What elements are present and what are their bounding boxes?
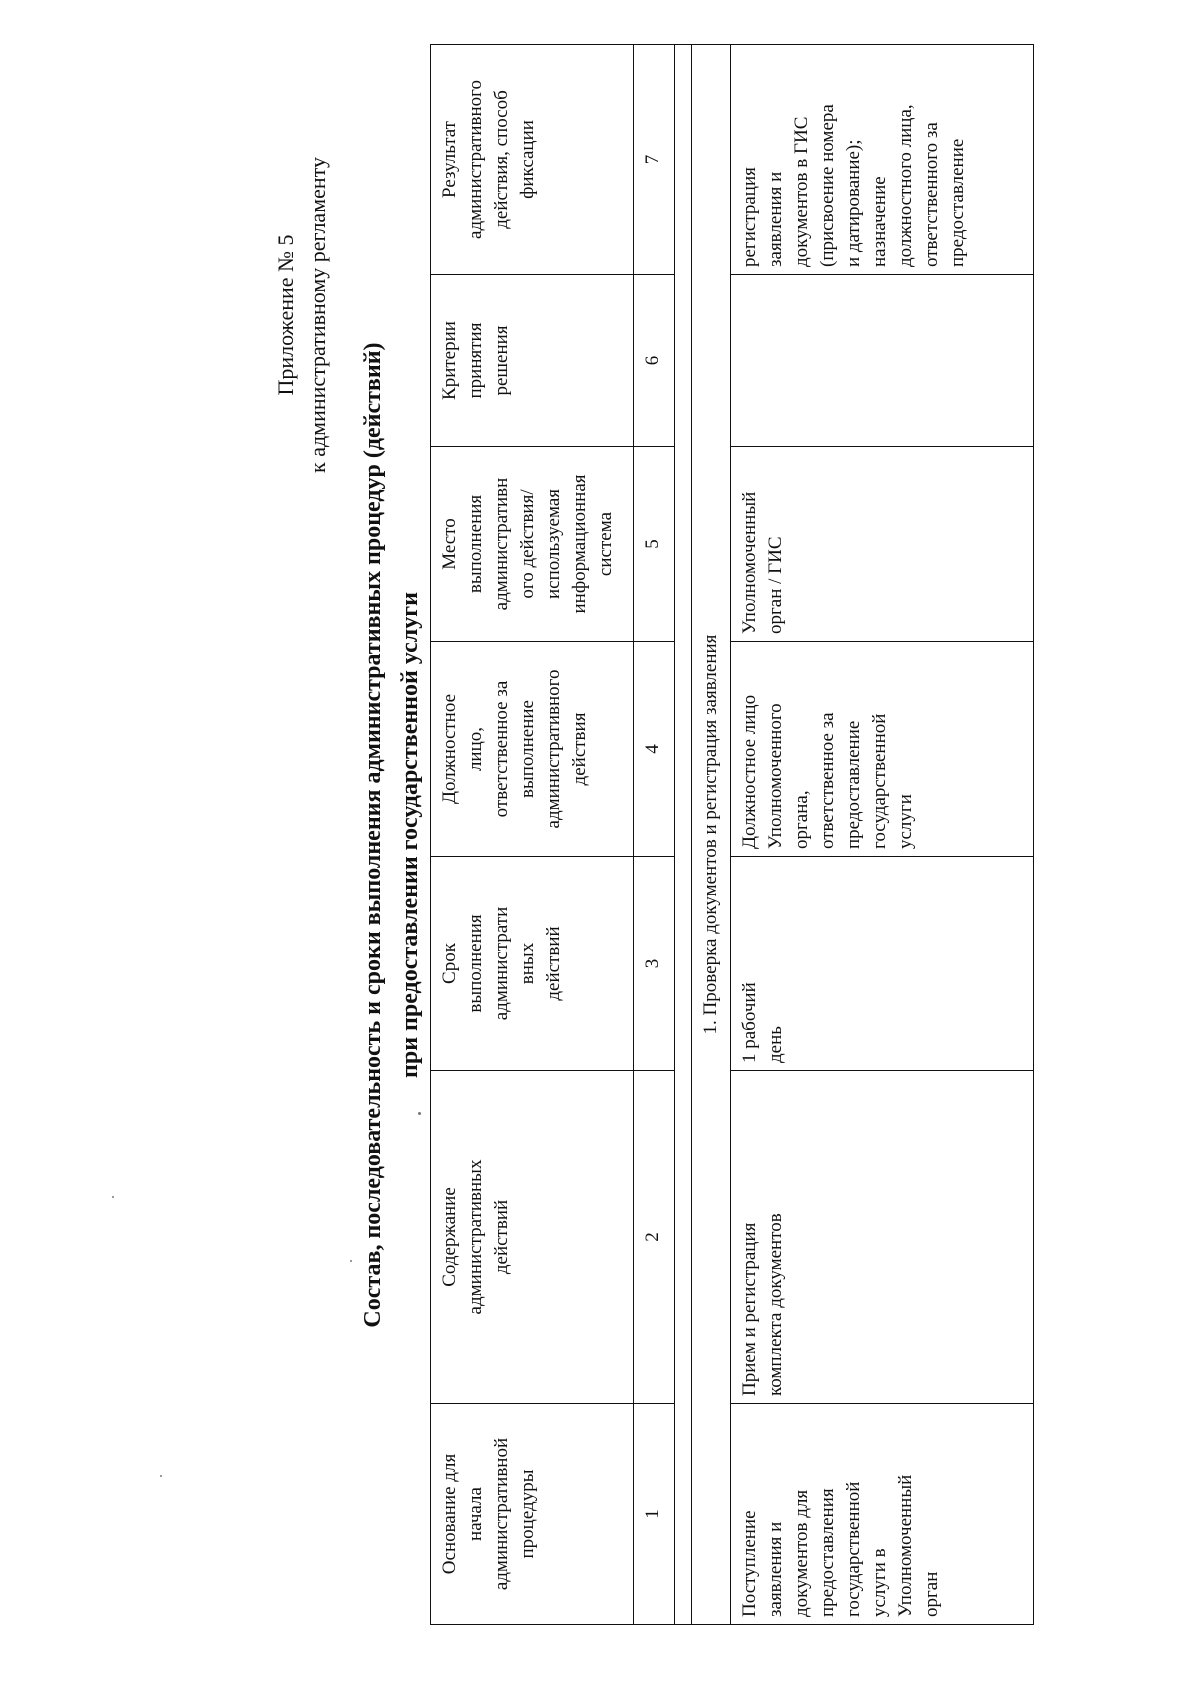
header-cell: Результат административного действия, способ фиксации [431,45,634,275]
column-number: 2 [634,1071,675,1404]
column-number-row [634,45,675,1625]
title-line-1: Состав, последовательность и сроки выполнения административных процедур (действий) [360,342,386,1328]
divider-row [675,45,692,1625]
table-cell: Уполномоченный орган / ГИС [731,447,1034,642]
table-cell: регистрация заявления и документов в ГИС (присвоение номера и датирование); назначение должностного лица, ответственного за предоставление [731,45,1034,275]
column-number: 5 [634,447,675,642]
header-cell: Срок выполнения администрати вных действий [431,857,634,1071]
table-cell: Поступление заявления и документов для предоставления государственной услуги в Уполномоченный орган [731,1404,1034,1625]
header-cell: Должностное лицо, ответственное за выполнение административного действия [431,642,634,857]
procedures-table [430,44,1034,1625]
table-cell: 1 рабочий день [731,857,1034,1071]
table-cell: Должностное лицо Уполномоченного органа, ответственное за предоставление государственной услуги [731,642,1034,857]
scan-speck [418,1112,421,1115]
header-cell: Основание для начала административной процедуры [431,1404,634,1625]
divider-cell [675,45,692,1625]
table-header-row [431,45,634,1625]
scan-speck [350,1260,352,1262]
section-title: 1. Проверка документов и регистрация заявления [692,45,731,1625]
rotated-content [270,45,1170,1625]
column-number: 7 [634,45,675,275]
header-cell: Критерии принятия решения [431,275,634,447]
scan-speck [112,1196,114,1198]
scan-speck [160,1475,162,1477]
column-number: 6 [634,275,675,447]
appendix-line-1: Приложение № 5 [273,234,298,396]
column-number: 1 [634,1404,675,1625]
title-line-2: при предоставлении государственной услуги [397,592,423,1078]
section-row [692,45,731,1625]
appendix-note [270,55,334,575]
table-cell [731,275,1034,447]
header-cell: Содержание административных действий [431,1071,634,1404]
table-row [731,45,1034,1625]
header-cell: Место выполнения административн ого действия/ используемая информационная система [431,447,634,642]
column-number: 4 [634,642,675,857]
document-title [355,45,429,1625]
table-cell: Прием и регистрация комплекта документов [731,1071,1034,1404]
appendix-line-2: к административному регламенту [305,157,330,473]
column-number: 3 [634,857,675,1071]
